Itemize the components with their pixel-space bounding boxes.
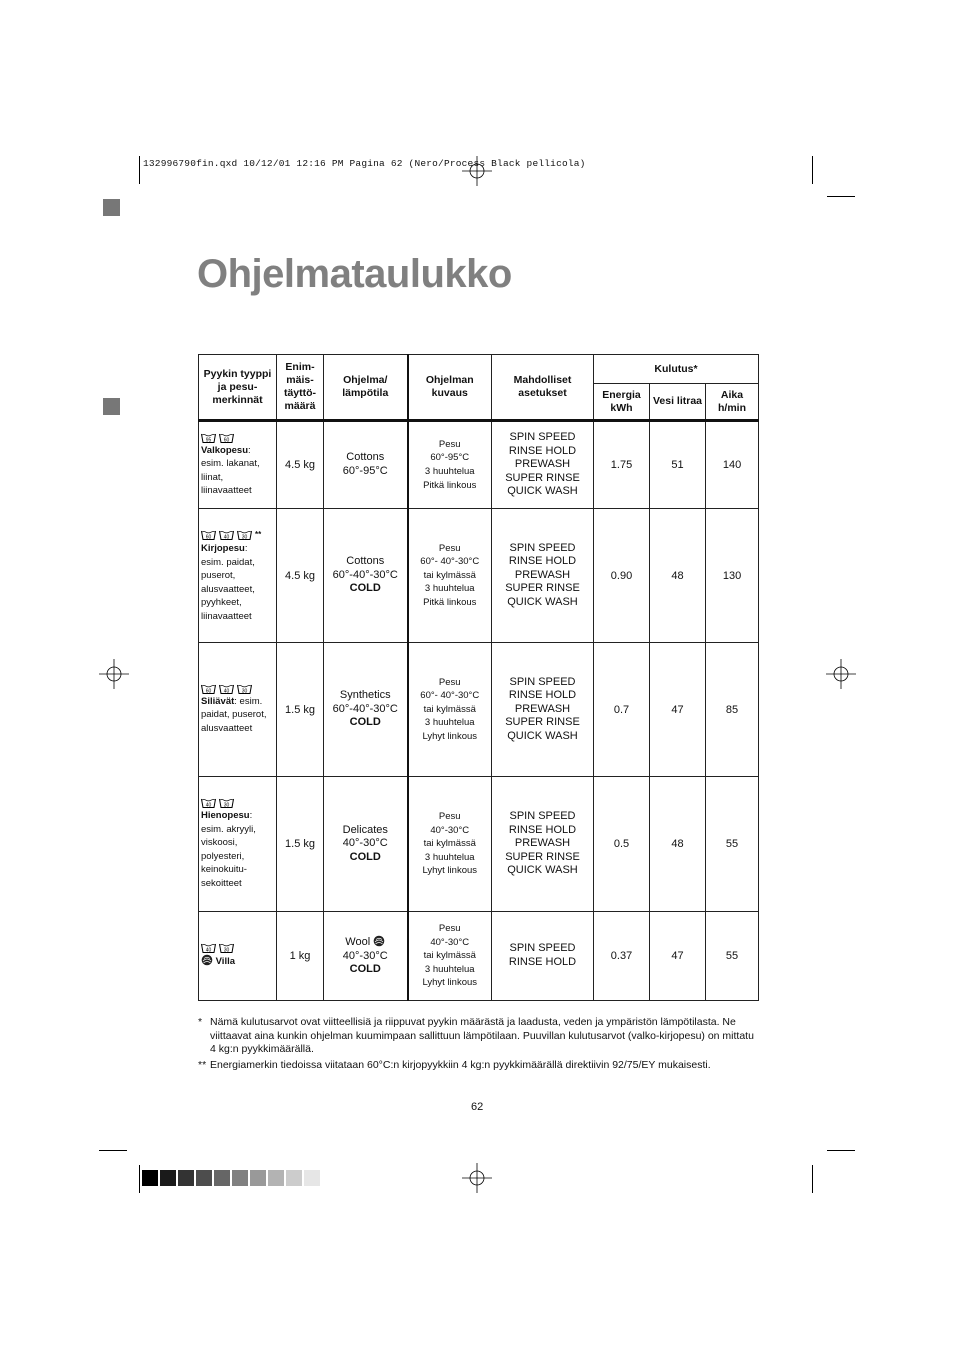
header-options bbox=[492, 355, 594, 421]
table-row bbox=[199, 421, 759, 509]
table-row bbox=[199, 912, 759, 1001]
svg-text:40: 40 bbox=[223, 688, 230, 694]
registration-mark-icon bbox=[462, 156, 492, 186]
option-line: PREWASH bbox=[514, 837, 571, 850]
option-line: SPIN SPEED bbox=[509, 431, 576, 444]
cell-options bbox=[492, 777, 594, 912]
description-line: Pitkä linkous bbox=[423, 479, 477, 491]
wash-tub-icon bbox=[201, 943, 216, 953]
color-swatch bbox=[196, 1170, 212, 1186]
option-line: PREWASH bbox=[514, 568, 571, 581]
description-line: Pesu bbox=[438, 542, 461, 554]
laundry-example: polyesteri, bbox=[201, 850, 245, 862]
cell-program bbox=[324, 643, 408, 777]
color-swatch bbox=[142, 1170, 158, 1186]
crop-mark bbox=[139, 156, 140, 184]
laundry-example: viskoosi, bbox=[201, 837, 238, 848]
option-line: RINSE HOLD bbox=[508, 956, 577, 968]
description-line: tai kylmässä bbox=[423, 703, 476, 715]
program-cold-label: COLD bbox=[349, 850, 381, 863]
header-water bbox=[650, 384, 706, 421]
laundry-example: sekoitteet bbox=[201, 877, 242, 889]
header-label: Enim-mäis-täyttö-määrä bbox=[283, 361, 317, 412]
crop-mark bbox=[812, 156, 813, 184]
laundry-type-title: Valkopesu bbox=[201, 444, 248, 456]
description-line: 3 huuhtelua bbox=[424, 963, 475, 975]
svg-text:95: 95 bbox=[205, 436, 212, 443]
footnote-text: Energiamerkin tiedoissa viitataan 60°C:n kirjopyykkiin 4 kg:n pyykkimäärällä direktiivin 92/75/EY mukaisesti. bbox=[210, 1059, 711, 1071]
cell-laundry-type bbox=[199, 777, 277, 912]
header-program bbox=[324, 355, 408, 421]
laundry-example: keinokuitu- bbox=[201, 864, 247, 875]
cell-program-description bbox=[408, 912, 492, 1001]
description-line: 3 huuhtelua bbox=[424, 466, 475, 477]
wash-tub-icon bbox=[201, 530, 216, 540]
laundry-type-title: Villa bbox=[215, 956, 236, 968]
svg-text:60: 60 bbox=[223, 436, 230, 443]
cell-time: 85 bbox=[706, 643, 759, 777]
cell-energy: 0.5 bbox=[594, 777, 650, 912]
laundry-example: alusvaatteet, bbox=[201, 583, 255, 595]
cell-options bbox=[492, 421, 594, 509]
program-line: 60°-40°-30°C bbox=[332, 702, 398, 715]
cell-max-load: 1.5 kg bbox=[277, 777, 324, 912]
option-line: RINSE HOLD bbox=[508, 444, 577, 457]
wash-tub-icon bbox=[201, 798, 216, 808]
laundry-example: liinavaatteet bbox=[201, 485, 252, 496]
laundry-type-suffix: : bbox=[249, 810, 253, 821]
description-line: 40°-30°C bbox=[430, 824, 470, 836]
color-swatch bbox=[250, 1170, 266, 1186]
header-label: Mahdolliset asetukset bbox=[513, 374, 572, 399]
option-line: QUICK WASH bbox=[507, 485, 578, 498]
option-line: SPIN SPEED bbox=[509, 942, 576, 955]
cell-energy: 1.75 bbox=[594, 421, 650, 509]
cell-program-description bbox=[408, 777, 492, 912]
header-energy bbox=[594, 384, 650, 421]
cell-energy: 0.37 bbox=[594, 912, 650, 1001]
crop-mark bbox=[827, 1150, 855, 1151]
cell-max-load: 1.5 kg bbox=[277, 643, 324, 777]
wash-tub-icon bbox=[237, 684, 252, 694]
description-line: 3 huuhtelua bbox=[424, 583, 475, 595]
program-line: Delicates bbox=[342, 823, 388, 836]
cell-energy: 0.90 bbox=[594, 509, 650, 643]
color-swatch bbox=[178, 1170, 194, 1186]
cell-options bbox=[492, 912, 594, 1001]
program-line: 60°-95°C bbox=[342, 465, 388, 477]
cell-options bbox=[492, 509, 594, 643]
grey-square-marker bbox=[103, 398, 120, 415]
description-line: 60°- 40°-30°C bbox=[420, 690, 480, 702]
wash-tub-icon bbox=[219, 684, 234, 694]
crop-mark bbox=[827, 196, 855, 197]
color-swatch bbox=[232, 1170, 248, 1186]
svg-text:30: 30 bbox=[223, 802, 230, 808]
header-label: Ohjelma/ lämpötila bbox=[342, 374, 389, 399]
program-line: Cottons bbox=[346, 555, 385, 568]
wool-icon bbox=[373, 935, 385, 947]
description-line: tai kylmässä bbox=[423, 569, 476, 581]
cell-energy: 0.7 bbox=[594, 643, 650, 777]
laundry-example: esim. paidat, bbox=[201, 556, 255, 568]
laundry-example: pyyhkeet, bbox=[201, 597, 242, 609]
laundry-type-title: Siliävät bbox=[201, 695, 235, 707]
description-line: Lyhyt linkous bbox=[422, 730, 478, 742]
wash-tub-icon bbox=[201, 684, 216, 694]
laundry-example: alusvaatteet bbox=[201, 722, 253, 734]
file-slug-line: 132996790fin.qxd 10/12/01 12:16 PM Pagina 62 (Nero/Process Black pellicola) bbox=[143, 158, 586, 169]
cell-water: 48 bbox=[650, 509, 706, 643]
cell-water: 48 bbox=[650, 777, 706, 912]
program-line: Synthetics bbox=[339, 689, 391, 702]
description-line: Pitkä linkous bbox=[423, 596, 477, 608]
care-symbols bbox=[201, 528, 274, 542]
footnote-text: Nämä kulutusarvot ovat viitteellisiä ja riippuvat pyykin määrästä ja laadusta, veden ja ympäristön lämpötilasta. Ne viittaavat aina kunkin ohjelman kuumimpaan sallittuun lämpötilaan. Puuvillan kulutusarvot (valko-kirjopesu) on mittatu 4 kg:n pyykkimäärällä. bbox=[210, 1016, 754, 1056]
program-line: Cottons bbox=[346, 451, 385, 464]
svg-text:30: 30 bbox=[241, 533, 248, 540]
page-title: Ohjelmataulukko bbox=[197, 252, 512, 296]
option-line: PREWASH bbox=[514, 458, 571, 471]
color-swatch bbox=[214, 1170, 230, 1186]
program-line: 60°-40°-30°C bbox=[332, 568, 398, 581]
color-swatch bbox=[286, 1170, 302, 1186]
option-line: QUICK WASH bbox=[507, 595, 578, 608]
option-line: RINSE HOLD bbox=[508, 689, 577, 702]
cell-time: 140 bbox=[706, 421, 759, 509]
svg-text:60: 60 bbox=[205, 533, 212, 540]
description-line: Pesu bbox=[438, 676, 461, 688]
option-line: QUICK WASH bbox=[507, 729, 578, 742]
program-cold-label: COLD bbox=[349, 716, 381, 729]
color-swatch bbox=[160, 1170, 176, 1186]
laundry-type-title: Hienopesu bbox=[201, 810, 250, 821]
table-row bbox=[199, 509, 759, 643]
cell-max-load: 4.5 kg bbox=[277, 509, 324, 643]
header-description bbox=[408, 355, 492, 421]
description-line: Pesu bbox=[438, 811, 461, 823]
cell-program bbox=[324, 421, 408, 509]
description-line: 60°-95°C bbox=[430, 452, 470, 464]
option-line: SUPER RINSE bbox=[505, 716, 580, 729]
cell-laundry-type bbox=[199, 643, 277, 777]
program-cold-label: COLD bbox=[349, 582, 381, 595]
option-line: SUPER RINSE bbox=[505, 471, 580, 484]
cell-program bbox=[324, 777, 408, 912]
cell-max-load: 4.5 kg bbox=[277, 421, 324, 509]
svg-text:40: 40 bbox=[205, 947, 212, 954]
svg-text:40: 40 bbox=[223, 533, 230, 540]
header-time bbox=[706, 384, 759, 421]
color-swatch bbox=[304, 1170, 320, 1186]
header-label: Vesi litraa bbox=[652, 395, 703, 407]
wash-tub-icon bbox=[237, 530, 252, 540]
wool-icon bbox=[201, 954, 213, 966]
page-number: 62 bbox=[471, 1101, 484, 1113]
crop-mark bbox=[99, 1150, 127, 1151]
laundry-example: paidat, puserot, bbox=[201, 709, 267, 721]
care-symbols bbox=[201, 798, 274, 808]
description-line: Pesu bbox=[438, 923, 461, 935]
footnote-mark: * bbox=[198, 1016, 203, 1028]
footnote-mark: ** bbox=[198, 1059, 207, 1071]
cell-program-description bbox=[408, 643, 492, 777]
cell-water: 47 bbox=[650, 912, 706, 1001]
description-line: Pesu bbox=[438, 438, 461, 450]
cell-program-description bbox=[408, 509, 492, 643]
table-row bbox=[199, 777, 759, 912]
cell-time: 130 bbox=[706, 509, 759, 643]
laundry-example: liinavaatteet bbox=[201, 610, 252, 622]
laundry-example: esim. akryyli, bbox=[201, 823, 256, 835]
grey-square-marker bbox=[103, 199, 120, 216]
description-line: 40°-30°C bbox=[430, 936, 470, 948]
color-swatch bbox=[268, 1170, 284, 1186]
wash-tub-icon bbox=[219, 433, 234, 443]
description-line: tai kylmässä bbox=[423, 950, 476, 962]
footnote-2 bbox=[198, 1059, 758, 1073]
laundry-type-suffix: : bbox=[244, 543, 248, 555]
header-consumption: Kulutus* bbox=[594, 355, 759, 384]
cell-time: 55 bbox=[706, 912, 759, 1001]
care-symbols bbox=[201, 684, 274, 694]
table-row bbox=[199, 643, 759, 777]
header-load bbox=[277, 355, 324, 421]
care-symbols bbox=[201, 433, 274, 443]
cell-water: 47 bbox=[650, 643, 706, 777]
header-label: Ohjelman kuvaus bbox=[425, 374, 474, 399]
laundry-example: liinat, bbox=[201, 471, 224, 483]
cell-program bbox=[324, 912, 408, 1001]
care-symbols bbox=[201, 943, 274, 953]
cell-program-description bbox=[408, 421, 492, 509]
option-line: QUICK WASH bbox=[507, 864, 578, 877]
crop-mark bbox=[812, 1165, 813, 1193]
program-line: Wool bbox=[324, 935, 407, 950]
program-table bbox=[198, 354, 759, 1001]
program-line: 40°-30°C bbox=[342, 949, 388, 962]
header-label: Aika h/min bbox=[718, 388, 746, 414]
laundry-type-title: Kirjopesu bbox=[201, 543, 245, 555]
option-line: PREWASH bbox=[514, 702, 571, 715]
registration-mark-icon bbox=[462, 1163, 492, 1193]
footnote-1 bbox=[198, 1016, 758, 1057]
laundry-type-suffix: : esim. bbox=[234, 695, 263, 707]
option-line: SPIN SPEED bbox=[509, 810, 576, 823]
cell-laundry-type bbox=[199, 509, 277, 643]
description-line: 3 huuhtelua bbox=[424, 851, 475, 863]
laundry-example: esim. lakanat, bbox=[201, 458, 260, 469]
description-line: Lyhyt linkous bbox=[422, 977, 478, 989]
option-line: SUPER RINSE bbox=[505, 582, 580, 595]
laundry-type-suffix: : bbox=[248, 444, 251, 456]
header-label: Energia kWh bbox=[602, 388, 641, 414]
svg-text:40: 40 bbox=[205, 802, 212, 808]
cell-max-load: 1 kg bbox=[277, 912, 324, 1001]
option-line: SPIN SPEED bbox=[509, 541, 576, 554]
registration-mark-icon bbox=[826, 659, 856, 689]
svg-text:30: 30 bbox=[223, 947, 230, 954]
cell-laundry-type bbox=[199, 912, 277, 1001]
svg-text:60: 60 bbox=[205, 688, 212, 694]
wash-tub-icon bbox=[219, 798, 234, 808]
header-type bbox=[199, 355, 277, 421]
option-line: SPIN SPEED bbox=[509, 675, 576, 688]
header-label: Pyykin tyyppi ja pesu-merkinnät bbox=[203, 367, 272, 406]
cell-time: 55 bbox=[706, 777, 759, 912]
laundry-example: puserot, bbox=[201, 570, 236, 582]
option-line: SUPER RINSE bbox=[505, 850, 580, 863]
description-line: 3 huuhtelua bbox=[424, 717, 475, 729]
registration-mark-icon bbox=[99, 659, 129, 689]
description-line: Lyhyt linkous bbox=[422, 865, 478, 877]
cell-laundry-type bbox=[199, 421, 277, 509]
wash-tub-icon bbox=[201, 433, 216, 443]
program-cold-label: COLD bbox=[349, 963, 381, 976]
cell-water: 51 bbox=[650, 421, 706, 509]
wash-tub-icon bbox=[219, 943, 234, 953]
cell-program bbox=[324, 509, 408, 643]
description-line: tai kylmässä bbox=[423, 838, 476, 850]
svg-text:30: 30 bbox=[241, 688, 248, 694]
symbol-suffix: ** bbox=[255, 529, 262, 539]
cell-options bbox=[492, 643, 594, 777]
option-line: RINSE HOLD bbox=[508, 555, 577, 568]
wash-tub-icon bbox=[219, 530, 234, 540]
crop-mark bbox=[139, 1165, 140, 1193]
option-line: RINSE HOLD bbox=[508, 823, 577, 836]
description-line: 60°- 40°-30°C bbox=[420, 556, 480, 568]
program-line: 40°-30°C bbox=[342, 837, 388, 850]
